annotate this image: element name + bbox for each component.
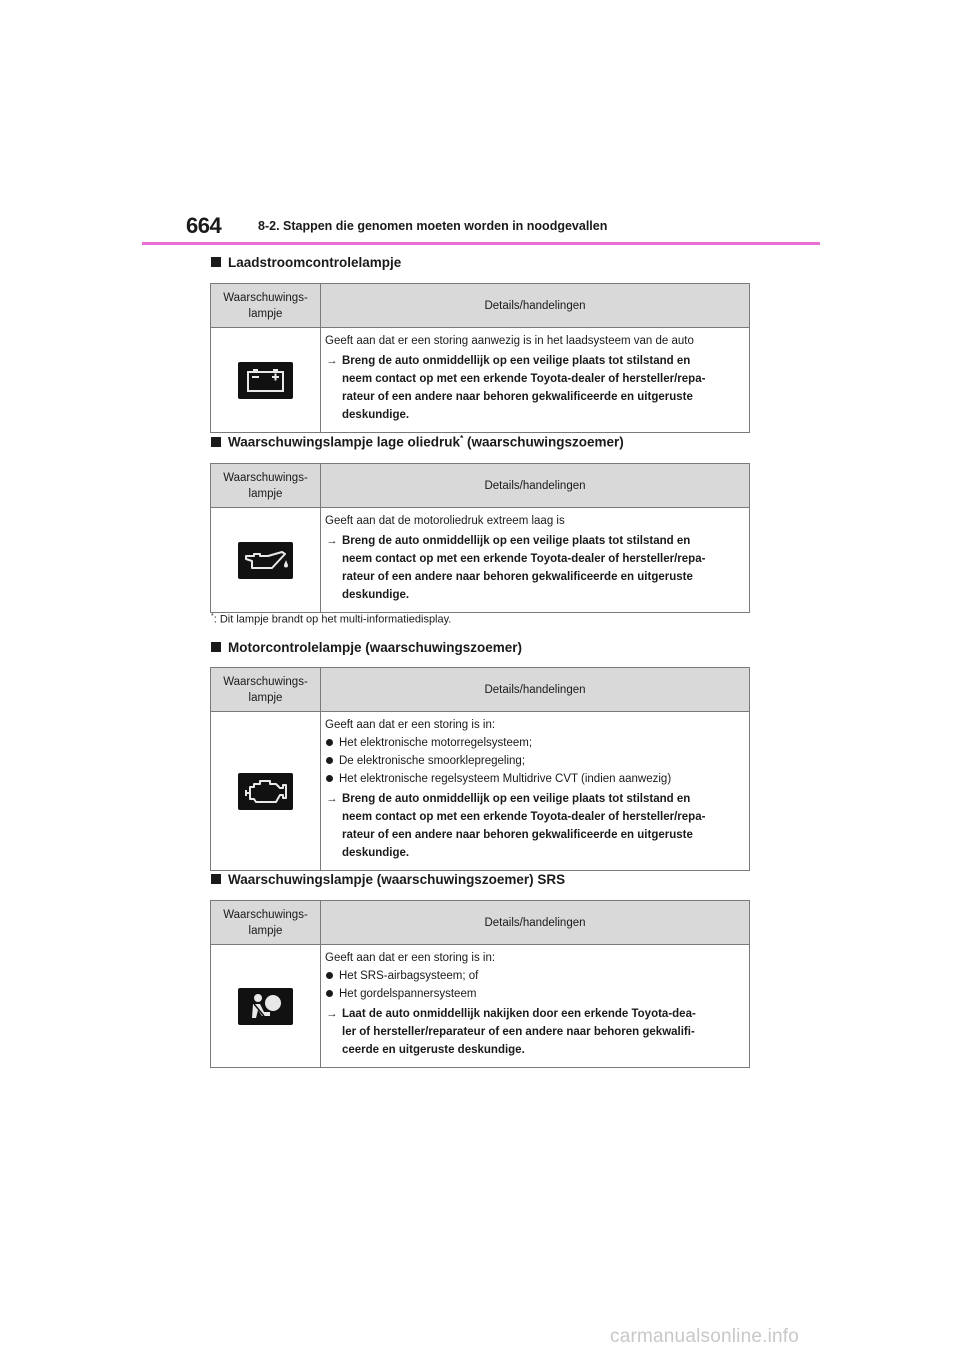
warning-table-engine: [210, 667, 750, 871]
arrow-icon: →: [326, 355, 338, 367]
details-intro: Geeft aan dat de motoroliedruk extreem laag is: [325, 515, 565, 527]
arrow-icon: →: [326, 793, 338, 805]
warning-table-charging: [210, 283, 750, 433]
col-header-details: Details/handelingen: [321, 668, 750, 712]
section-square-icon: [211, 874, 221, 884]
details-intro: Geeft aan dat er een storing is in:: [325, 719, 496, 731]
arrow-icon: →: [326, 535, 338, 547]
col-header-lamp: Waarschuwings- lampje: [211, 464, 321, 508]
action-instruction: → Breng de auto onmiddellijk op een veilige plaats tot stilstand en neem contact op met een erkende Toyota-dealer of hersteller/repa- rateur of een andere naar behoren gekwalificeerde en uitgeruste deskundige.: [325, 790, 747, 862]
col-header-details: Details/handelingen: [321, 901, 750, 945]
col-header-lamp: Waarschuwings- lampje: [211, 284, 321, 328]
section-heading-engine: Motorcontrolelampje (waarschuwingszoemer): [211, 640, 522, 655]
section-heading-oil: Waarschuwingslampje lage oliedruk* (waarschuwingszoemer): [211, 434, 624, 450]
oil-can-icon: [238, 542, 293, 579]
header-rule: [142, 242, 820, 245]
details-cell: [321, 712, 750, 871]
arrow-icon: →: [326, 1008, 338, 1020]
details-cell: [321, 508, 750, 613]
col-header-lamp: Waarschuwings- lampje: [211, 668, 321, 712]
col-header-details: Details/handelingen: [321, 464, 750, 508]
airbag-icon: [238, 988, 293, 1025]
page-number: 664: [186, 213, 222, 238]
details-cell: [321, 328, 750, 433]
footnote: *: Dit lampje brandt op het multi-informatiedisplay.: [211, 613, 452, 626]
details-intro: Geeft aan dat er een storing aanwezig is in het laadsysteem van de auto: [325, 335, 694, 347]
list-item: Het elektronische regelsysteem Multidrive CVT (indien aanwezig): [325, 770, 747, 788]
watermark: carmanualsonline.info: [610, 1326, 800, 1347]
action-instruction: → Breng de auto onmiddellijk op een veilige plaats tot stilstand en neem contact op met een erkende Toyota-dealer of hersteller/repa- rateur of een andere naar behoren gekwalificeerde en uitgeruste deskundige.: [325, 532, 747, 604]
list-item: Het SRS-airbagsysteem; of: [325, 967, 747, 985]
list-item: Het gordelspannersysteem: [325, 985, 747, 1003]
details-cell: [321, 945, 750, 1068]
warning-table-oil: [210, 463, 750, 613]
section-square-icon: [211, 642, 221, 652]
section-heading-charging: Laadstroomcontrolelampje: [211, 255, 401, 270]
section-heading-srs: Waarschuwingslampje (waarschuwingszoemer) SRS: [211, 872, 565, 887]
list-item: Het elektronische motorregelsysteem;: [325, 734, 747, 752]
list-item: De elektronische smoorklepregeling;: [325, 752, 747, 770]
section-square-icon: [211, 257, 221, 267]
action-instruction: → Laat de auto onmiddellijk nakijken door een erkende Toyota-dea- ler of hersteller/reparateur of een andere naar behoren gekwalifi- ceerde en uitgeruste deskundige.: [325, 1005, 747, 1059]
battery-icon: [238, 362, 293, 399]
col-header-lamp: Waarschuwings- lampje: [211, 901, 321, 945]
details-intro: Geeft aan dat er een storing is in:: [325, 952, 496, 964]
warning-table-srs: [210, 900, 750, 1068]
action-instruction: → Breng de auto onmiddellijk op een veilige plaats tot stilstand en neem contact op met een erkende Toyota-dealer of hersteller/repa- rateur of een andere naar behoren gekwalificeerde en uitgeruste deskundige.: [325, 352, 747, 424]
section-square-icon: [211, 437, 221, 447]
engine-icon: [238, 773, 293, 810]
chapter-title: 8-2. Stappen die genomen moeten worden in noodgevallen: [258, 219, 608, 233]
col-header-details: Details/handelingen: [321, 284, 750, 328]
